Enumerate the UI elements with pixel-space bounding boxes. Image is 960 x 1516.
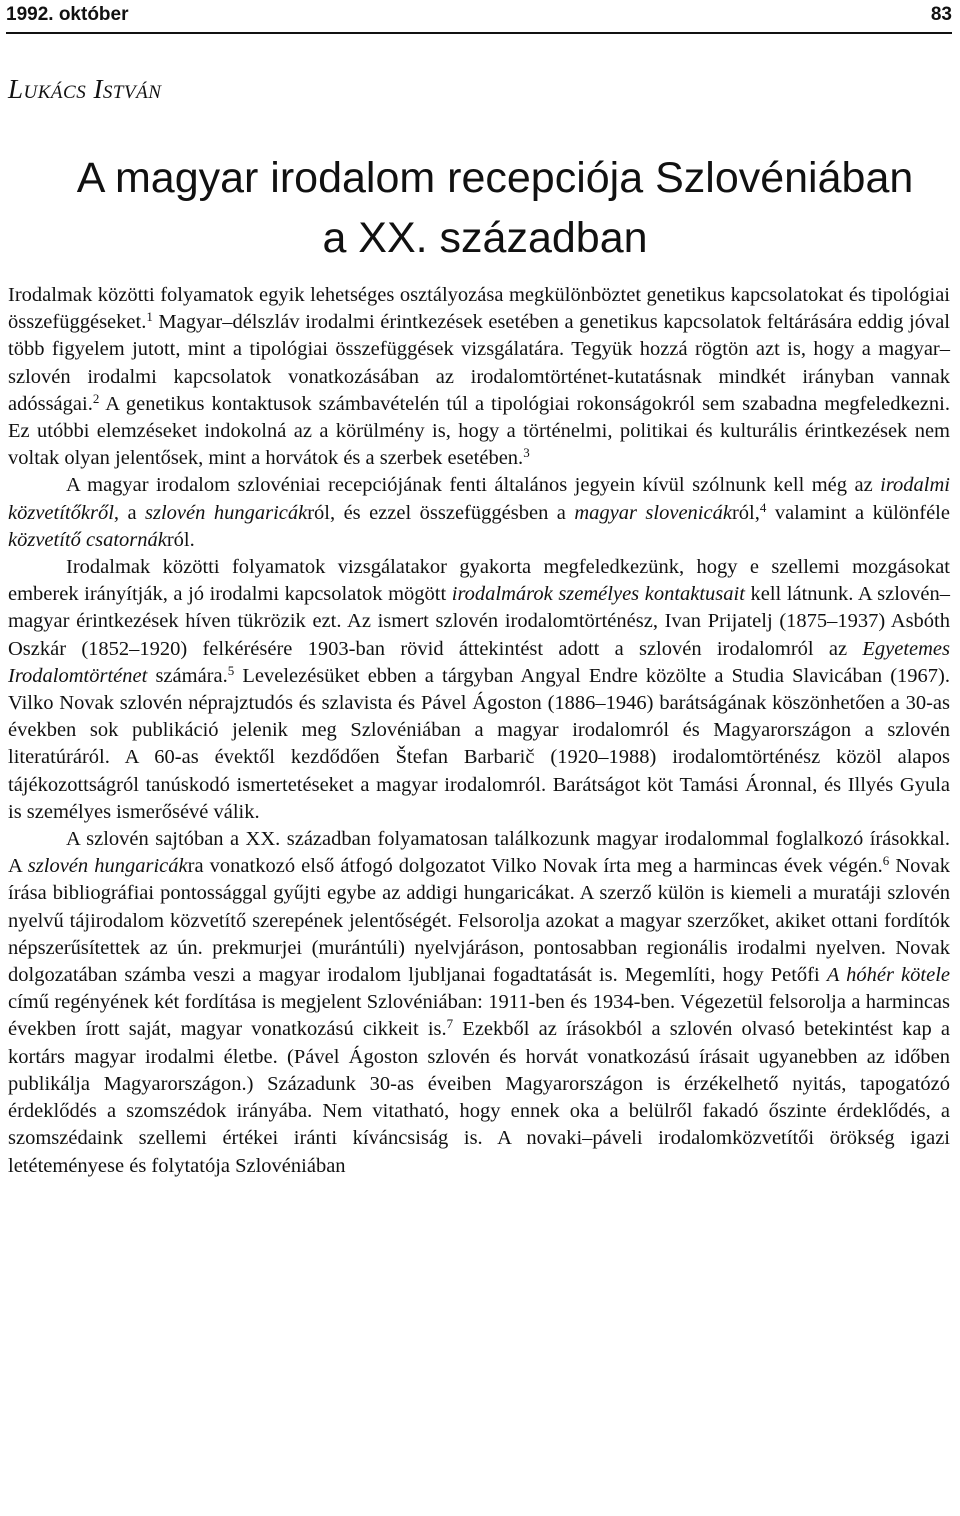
italic-phrase: irodalmi közvetítőkről bbox=[8, 474, 950, 524]
italic-phrase: irodalmárok személyes kontaktusait bbox=[451, 583, 745, 606]
text-run: ról, és ezzel összefüggésben a bbox=[307, 501, 575, 524]
footnote-reference: 3 bbox=[523, 445, 530, 461]
text-run: Irodalmak közötti folyamatok vizsgálatakor gyakorta megfeledkezünk, hogy e szellemi mozgásokat emberek irányítják, a jó irodalmi kapcsolatok mögött bbox=[8, 556, 950, 606]
text-run: Magyar–délszláv irodalmi érintkezések esetében a genetikus kapcsolatok feltárására eddig jóval több figyelem jutott, mint a tipológiai összefüggések vizsgálatára. Tegyük hozzá rögtön azt is, hogy a magyar–szlovén irodalmi kapcsolatok vonatkozásában az irodalomtörténet-kutatásnak mindkét irányban vannak adósságai. bbox=[8, 311, 950, 415]
text-run: számára. bbox=[147, 664, 228, 687]
issue-date: 1992. október bbox=[6, 4, 129, 25]
footnote-reference: 6 bbox=[882, 853, 890, 869]
text-run: A szlovén sajtóban a XX. században folyamatosan találkozunk magyar irodalommal foglalkozó írásokkal. A bbox=[8, 828, 950, 878]
footnote-reference: 5 bbox=[227, 662, 235, 678]
text-run: Ezekből az írásokból a szlovén olvasó betekintést kap a kortárs magyar irodalmi életbe. (Pável Ágoston szlovén és horvát vonatkozású írásait ugyanebben az időben publikálja Magyarországon.) Századunk 30-as éveiben Magyarországon is érzékelhető nyitás, tapogatózó érdeklődés a szomszédok irányába. Nem vitatható, hogy ennek oka a belülről fakadó őszinte érdeklődés, a szomszédaink szellemi értékei iránti kíváncsiság is. A novaki–páveli irodalomközvetítői örökség igazi letéteményese és folytatója Szlovéniában bbox=[8, 1018, 950, 1177]
paragraph bbox=[8, 472, 950, 554]
italic-phrase: Egyetemes Irodalomtörténet bbox=[8, 637, 950, 687]
italic-phrase: szlovén hungaricák bbox=[145, 501, 308, 524]
page-number: 83 bbox=[930, 4, 952, 25]
italic-phrase: szlovén hungaricák bbox=[27, 855, 188, 878]
title-line-1: A magyar irodalom recepciója Szlovéniában bbox=[76, 154, 914, 202]
footnote-reference: 1 bbox=[146, 309, 153, 325]
text-run: Levelezésüket ebben a tárgyban Angyal Endre közölte a Studia Slavicában (1967). Vilko Novak szlovén néprajztudós és szlavista és Pável Ágoston (1886–1946) barátságának köszönhetően a 30-as években sok publikáció jelenik meg Szlovéniában a magyar irodalomról és Magyarországon a szlovén literatúráról. A 60-as évektől kezdődően Štefan Barbarič (1920–1988) irodalomtörténész közöl alapos tájékozottságról tanúskodó ismertetéseket a magyar irodalomról. Barátságot köt Tamási Áronnal, és Illyés Gyula is személyes ismerősévé válik. bbox=[8, 664, 950, 823]
text-run: A magyar irodalom szlovéniai recepciójának fenti általános jegyein kívül szólnunk kell még az bbox=[66, 474, 881, 497]
text-run: , a bbox=[113, 501, 146, 524]
italic-phrase: közvetítő csatornák bbox=[8, 528, 167, 551]
text-run: ra vonatkozó első átfogó dolgozatot Vilko Novak írta meg a harmincas évek végén. bbox=[187, 855, 883, 878]
footnote-reference: 4 bbox=[759, 499, 767, 515]
article-title bbox=[0, 148, 960, 268]
footnote-reference: 7 bbox=[446, 1016, 454, 1032]
text-run: ról. bbox=[166, 528, 195, 551]
paragraph bbox=[8, 554, 950, 826]
text-run: című regényének két fordítása is megjelent Szlovéniában: 1911-ben és 1934-ben. Végezetül felsorolja a harmincas években írott saját, magyar vonatkozású cikkeit is. bbox=[8, 991, 950, 1041]
paragraph bbox=[8, 826, 950, 1180]
author-name: Lukács István bbox=[8, 74, 162, 104]
footnote-reference: 2 bbox=[92, 390, 100, 406]
text-run: Irodalmak közötti folyamatok egyik lehetséges osztályozása megkülönböztet genetikus kapcsolatokat és tipológiai összefüggéseket. bbox=[8, 284, 950, 334]
italic-phrase: magyar slovenicák bbox=[574, 501, 732, 524]
text-run: kell látnunk. A szlovén–magyar érintkezések híven tükrözik ezt. Az ismert szlovén irodalomtörténész, Ivan Prijatelj (1875–1937) Asbóth Oszkár (1852–1920) felkérésére 1903-ban rövid áttekintést adott a szlovén irodalomról az bbox=[8, 583, 950, 660]
text-run: ról, bbox=[731, 501, 760, 524]
text-run: Novak írása bibliográfiai pontossággal gyűjti egybe az addigi hungaricákat. A szerző külön is kiemeli a muratáji szlovén nyelvű tájirodalom közvetítő szerepének jelentőségét. Felsorolja azokat a magyar szerzőket, akiket ottani fordítók népszerűsítettek az ún. prekmurjei (murántúli) nyelvjáráson, pontosabban regionális irodalmi nyelven. Novak dolgozatában számba veszi a magyar irodalom ljubljanai fogadtatását is. Megemlíti, hogy Petőfi bbox=[8, 855, 951, 987]
running-header bbox=[6, 2, 952, 34]
italic-phrase: A hóhér kötele bbox=[826, 964, 950, 987]
paragraph bbox=[8, 282, 950, 472]
text-run: valamint a különféle bbox=[766, 501, 950, 524]
title-line-2: a XX. században bbox=[322, 214, 648, 262]
article-body bbox=[8, 282, 950, 1180]
text-run: A genetikus kontaktusok számbavételén túl a tipológiai rokonságokról sem szabadna megfeledkezni. Ez utóbbi elemzéseket indokolná az a körülmény is, hogy a történelmi, politikai és kulturális érintkezések nem voltak olyan jelentősek, mint a horvátok és a szerbek esetében. bbox=[8, 392, 950, 470]
